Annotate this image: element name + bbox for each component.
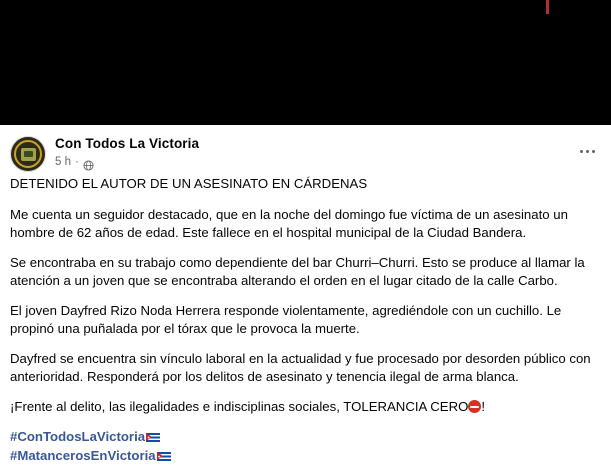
media-progress-marker	[546, 0, 549, 14]
post-paragraph-4: Dayfred se encuentra sin vínculo laboral en la actualidad y fue procesado por desorden público con anterioridad. Responderá por los delitos de asesinato y tenencia ilegal de arma blanca.	[10, 351, 591, 384]
post-paragraph-1: Me cuenta un seguidor destacado, que en la noche del domingo fue víctima de un asesinato un hombre de 62 años de edad. Este fallece en el hospital municipal de la Ciudad Bandera.	[10, 207, 568, 240]
post-paragraph-2: Se encontraba en su trabajo como dependiente del bar Churri–Churri. Esto se produce al llamar la atención a un joven que se encontraba alterando el orden en el lugar citado de la calle Carbo.	[10, 255, 585, 288]
hashtag-list	[10, 428, 601, 465]
hashtag-item[interactable]	[10, 428, 601, 446]
hashtag-label: #MatancerosEnVictoria	[10, 448, 156, 463]
post-author-name[interactable]: Con Todos La Victoria	[55, 136, 200, 151]
hashtag-item[interactable]	[10, 447, 601, 465]
avatar-emblem	[21, 148, 36, 161]
post-closing-line	[10, 398, 601, 416]
post-header	[0, 125, 611, 171]
post-meta	[55, 155, 199, 169]
more-options-icon[interactable]	[573, 142, 601, 160]
post-closing-suffix: !	[481, 399, 486, 414]
hashtag-label: #ConTodosLaVictoria	[10, 429, 146, 444]
post-container	[0, 125, 611, 463]
post-closing-text: ¡Frente al delito, las ilegalidades e indisciplinas sociales, TOLERANCIA CERO	[10, 399, 469, 414]
post-author-block	[55, 135, 199, 169]
meta-separator: ·	[75, 156, 79, 168]
cuba-flag-icon	[157, 452, 171, 461]
post-timestamp[interactable]: 5 h	[55, 156, 71, 168]
post-body	[0, 171, 611, 465]
post-headline: DETENIDO EL AUTOR DE UN ASESINATO EN CÁRDENAS	[10, 176, 368, 191]
cuba-flag-icon	[146, 433, 160, 442]
avatar[interactable]	[10, 136, 46, 172]
globe-icon	[83, 158, 94, 169]
post-paragraph-3: El joven Dayfred Rizo Noda Herrera responde violentamente, agrediéndole con un cuchillo. Le propinó una puñalada por el tórax que le provoca la muerte.	[10, 303, 562, 336]
video-media-area[interactable]	[0, 0, 611, 125]
no-entry-icon	[468, 400, 481, 413]
